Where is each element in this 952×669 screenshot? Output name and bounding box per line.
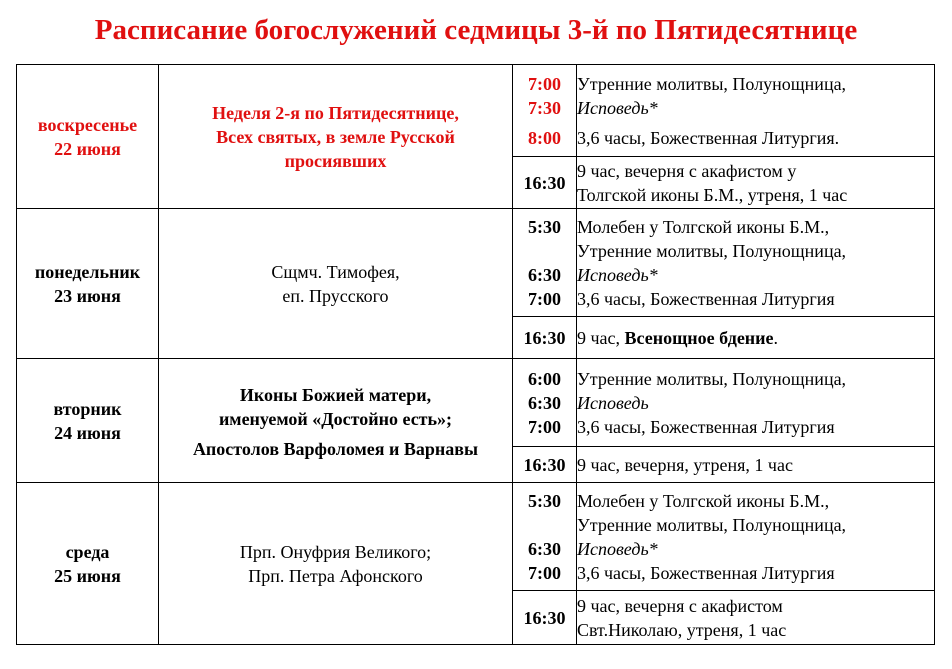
day-date: 23 июня	[54, 285, 121, 306]
feast-line: именуемой «Достойно есть»;	[218, 409, 453, 429]
service-description	[577, 157, 935, 209]
feast-cell-wednesday	[159, 483, 513, 645]
time-cell	[513, 65, 577, 157]
monday-morning-row	[17, 209, 935, 317]
service-time: 6:30	[528, 264, 561, 285]
time-cell	[513, 157, 577, 209]
service-time: 7:00	[528, 73, 561, 94]
day-name: среда	[65, 541, 110, 562]
service-time: 7:00	[528, 416, 561, 437]
service-time: 16:30	[523, 454, 566, 475]
service-time: 7:00	[528, 562, 561, 583]
description-line: Утренние молитвы, Полунощница,	[577, 368, 847, 389]
service-description	[577, 359, 935, 447]
service-description	[577, 447, 935, 483]
time-cell	[513, 591, 577, 645]
description-line: 9 час, вечерня с акафистом у	[577, 160, 797, 181]
feast-line: Всех святых, в земле Русской	[216, 127, 455, 147]
description-line: Исповедь*	[577, 264, 658, 285]
service-time: 16:30	[523, 607, 566, 628]
description-line: Молебен у Толгской иконы Б.М.,	[577, 216, 830, 237]
service-time: 16:30	[523, 172, 566, 193]
time-cell	[513, 483, 577, 591]
service-time: 7:00	[528, 288, 561, 309]
feast-line: просиявших	[284, 151, 387, 171]
description-line: Свт.Николаю, утреня, 1 час	[577, 619, 787, 640]
service-description	[577, 317, 935, 359]
description-line: 9 час, вечерня, утреня, 1 час	[577, 454, 793, 475]
day-cell-monday	[17, 209, 159, 359]
day-name: понедельник	[34, 261, 141, 282]
day-cell-sunday	[17, 65, 159, 209]
description-line: Утренние молитвы, Полунощница,	[577, 240, 847, 261]
schedule-table	[16, 64, 935, 645]
service-time: 6:00	[528, 368, 561, 389]
feast-line: Прп. Петра Афонского	[248, 565, 423, 586]
feast-cell-tuesday	[159, 359, 513, 483]
time-cell	[513, 447, 577, 483]
page-title: Расписание богослужений седмицы 3-й по Пятидесятнице	[94, 14, 858, 46]
description-line: Исповедь	[577, 392, 649, 413]
description-line: Молебен у Толгской иконы Б.М.,	[577, 490, 830, 511]
service-description	[577, 483, 935, 591]
description-line: Утренние молитвы, Полунощница,	[577, 514, 847, 535]
wednesday-morning-row	[17, 483, 935, 591]
feast-cell-monday	[159, 209, 513, 359]
service-time: 5:30	[528, 216, 561, 237]
feast-line: Иконы Божией матери,	[239, 385, 432, 405]
day-date: 22 июня	[54, 138, 121, 159]
service-description	[577, 65, 935, 157]
service-time: 6:30	[528, 392, 561, 413]
sunday-morning-row	[17, 65, 935, 157]
service-description	[577, 591, 935, 645]
description-line: Исповедь*	[577, 97, 658, 118]
description-line: 3,6 часы, Божественная Литургия.	[577, 127, 840, 148]
service-time: 8:00	[528, 127, 561, 148]
description-line: 3,6 часы, Божественная Литургия	[577, 562, 835, 583]
day-name: вторник	[53, 398, 122, 419]
day-name: воскресенье	[37, 114, 138, 135]
day-date: 24 июня	[54, 422, 121, 443]
description-line: Утренние молитвы, Полунощница,	[577, 73, 847, 94]
time-cell	[513, 359, 577, 447]
description-line: 9 час, вечерня с акафистом	[577, 595, 783, 616]
feast-line: Неделя 2-я по Пятидесятнице,	[212, 103, 459, 123]
service-time: 5:30	[528, 490, 561, 511]
feast-line: Прп. Онуфрия Великого;	[239, 541, 432, 562]
feast-line: еп. Прусского	[282, 285, 389, 306]
feast-line: Сщмч. Тимофея,	[271, 261, 400, 282]
time-cell	[513, 317, 577, 359]
description-line: 3,6 часы, Божественная Литургия	[577, 416, 835, 437]
feast-line: Апостолов Варфоломея и Варнавы	[192, 439, 479, 459]
tuesday-morning-row	[17, 359, 935, 447]
description-line: Толгской иконы Б.М., утреня, 1 час	[577, 184, 848, 205]
service-time: 7:30	[528, 97, 561, 118]
day-date: 25 июня	[54, 565, 121, 586]
service-description	[577, 209, 935, 317]
feast-cell-sunday	[159, 65, 513, 209]
time-cell	[513, 209, 577, 317]
service-time: 6:30	[528, 538, 561, 559]
description-line: 9 час, Всенощное бдение.	[577, 327, 779, 348]
description-line: 3,6 часы, Божественная Литургия	[577, 288, 835, 309]
day-cell-wednesday	[17, 483, 159, 645]
day-cell-tuesday	[17, 359, 159, 483]
service-time: 16:30	[523, 327, 566, 348]
description-line: Исповедь*	[577, 538, 658, 559]
